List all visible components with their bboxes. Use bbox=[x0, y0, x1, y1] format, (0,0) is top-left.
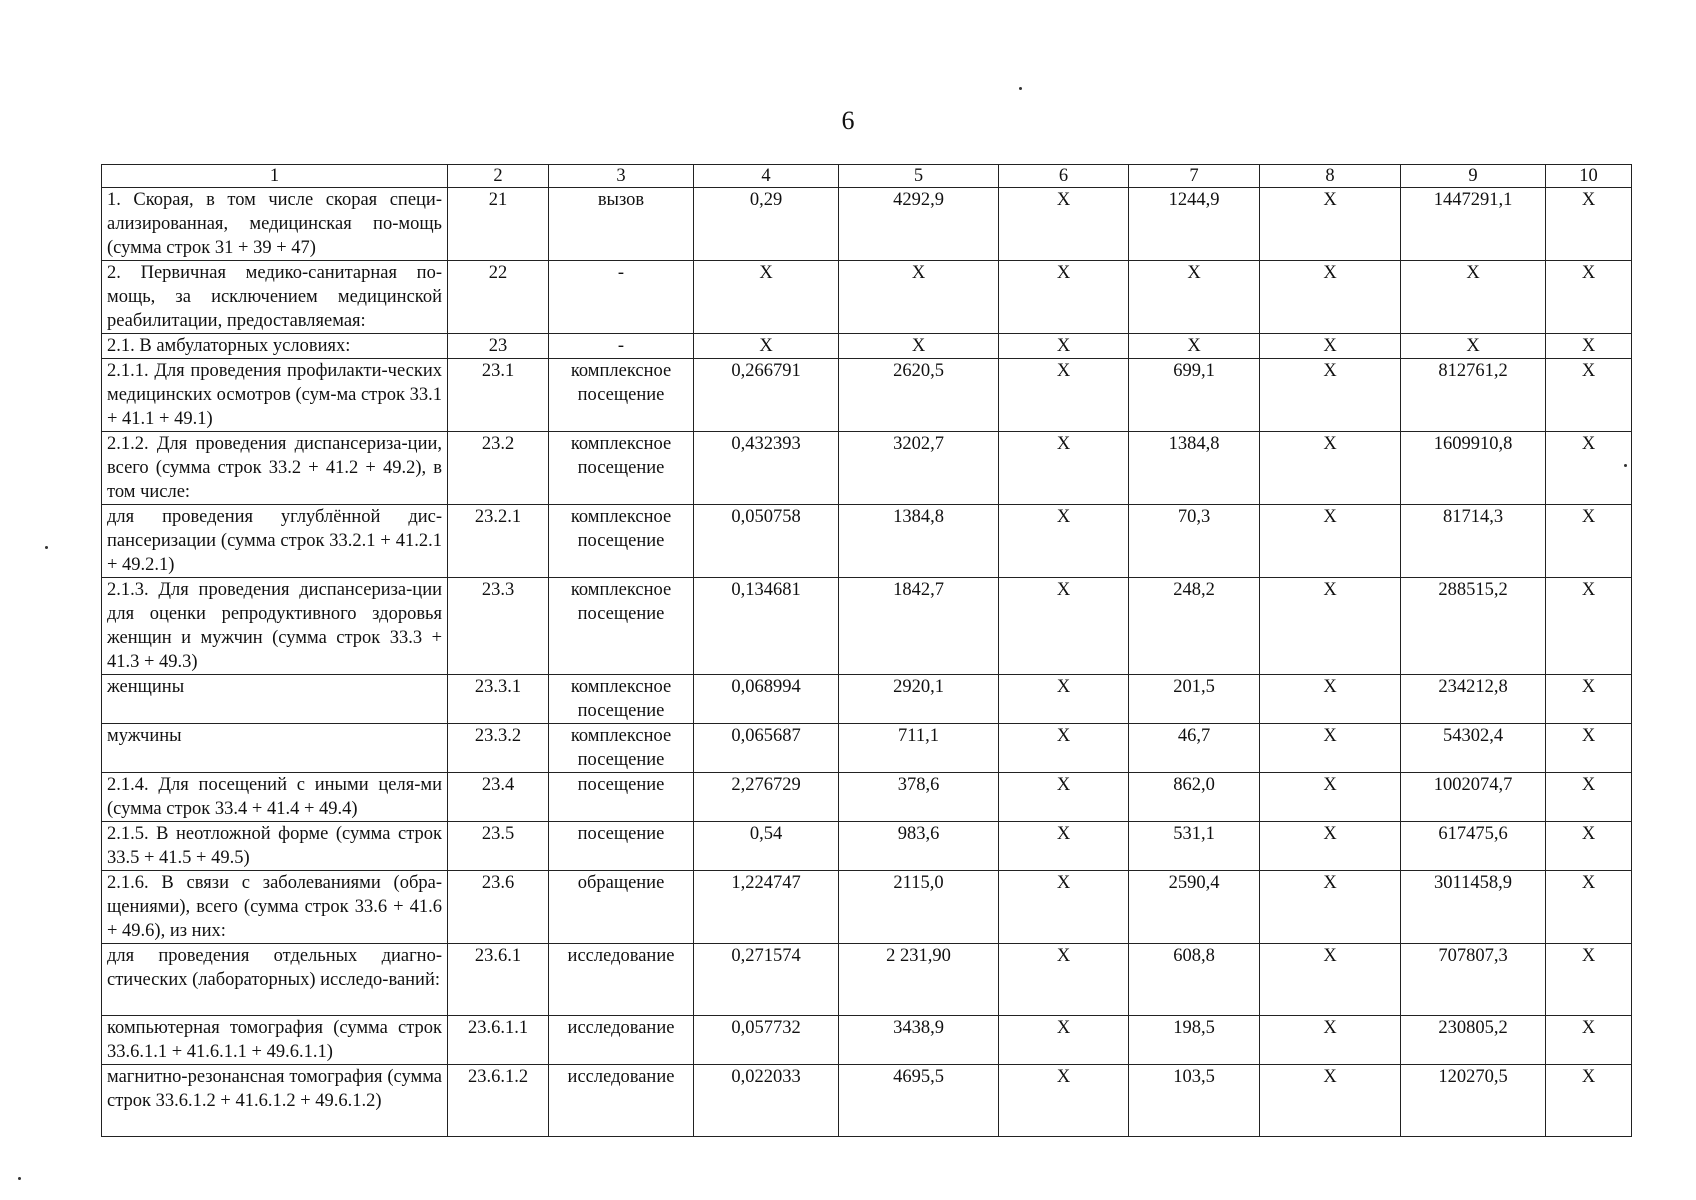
cell-col7: 70,3 bbox=[1129, 505, 1260, 578]
table-row bbox=[102, 944, 1632, 1016]
column-header: 5 bbox=[839, 165, 999, 188]
cell-col6: X bbox=[999, 675, 1129, 724]
cell-col6: X bbox=[999, 871, 1129, 944]
cell-col5: 378,6 bbox=[839, 773, 999, 822]
cell-col10: X bbox=[1546, 724, 1632, 773]
row-code: 22 bbox=[448, 261, 549, 334]
cell-col4: 0,050758 bbox=[694, 505, 839, 578]
cell-col8: X bbox=[1260, 505, 1401, 578]
cell-col7: 699,1 bbox=[1129, 359, 1260, 432]
table-row bbox=[102, 1065, 1632, 1137]
row-name: 2.1.3. Для проведения диспансериза-ции для оценки репродуктивного здоровья женщин и мужчин (сумма строк 33.3 + 41.3 + 49.3) bbox=[102, 578, 448, 675]
row-name: 2.1. В амбулаторных условиях: bbox=[102, 334, 448, 359]
scan-speck bbox=[1624, 464, 1627, 467]
cell-col5: 711,1 bbox=[839, 724, 999, 773]
column-header: 7 bbox=[1129, 165, 1260, 188]
column-header: 6 bbox=[999, 165, 1129, 188]
cell-col8: X bbox=[1260, 359, 1401, 432]
cell-col4: 0,266791 bbox=[694, 359, 839, 432]
cell-col4: 0,068994 bbox=[694, 675, 839, 724]
cell-col6: X bbox=[999, 261, 1129, 334]
cell-col4: 2,276729 bbox=[694, 773, 839, 822]
cell-col7: 248,2 bbox=[1129, 578, 1260, 675]
cell-col10: X bbox=[1546, 773, 1632, 822]
cell-col10: X bbox=[1546, 359, 1632, 432]
cell-col10: X bbox=[1546, 505, 1632, 578]
cell-col10: X bbox=[1546, 432, 1632, 505]
table-row bbox=[102, 724, 1632, 773]
cell-col4: 0,134681 bbox=[694, 578, 839, 675]
row-unit: - bbox=[549, 261, 694, 334]
row-name: женщины bbox=[102, 675, 448, 724]
cell-col7: 1244,9 bbox=[1129, 188, 1260, 261]
cell-col10: X bbox=[1546, 188, 1632, 261]
row-code: 23.5 bbox=[448, 822, 549, 871]
cell-col4: 0,29 bbox=[694, 188, 839, 261]
cell-col5: 2 231,90 bbox=[839, 944, 999, 1016]
table-row bbox=[102, 871, 1632, 944]
row-code: 21 bbox=[448, 188, 549, 261]
table-header-row bbox=[102, 165, 1632, 188]
cell-col9: 1609910,8 bbox=[1401, 432, 1546, 505]
cell-col8: X bbox=[1260, 188, 1401, 261]
cell-col9: X bbox=[1401, 334, 1546, 359]
row-code: 23.3.1 bbox=[448, 675, 549, 724]
cell-col10: X bbox=[1546, 871, 1632, 944]
row-name: 2.1.2. Для проведения диспансериза-ции, всего (сумма строк 33.2 + 41.2 + 49.2), в том числе: bbox=[102, 432, 448, 505]
cell-col7: 201,5 bbox=[1129, 675, 1260, 724]
row-unit: комплексное посещение bbox=[549, 578, 694, 675]
cell-col6: X bbox=[999, 724, 1129, 773]
cell-col6: X bbox=[999, 359, 1129, 432]
cell-col10: X bbox=[1546, 944, 1632, 1016]
table-row bbox=[102, 822, 1632, 871]
row-name: 1. Скорая, в том числе скорая специ-ализированная, медицинская по-мощь (сумма строк 31 + 39 + 47) bbox=[102, 188, 448, 261]
column-header: 8 bbox=[1260, 165, 1401, 188]
cell-col8: X bbox=[1260, 1016, 1401, 1065]
table-row bbox=[102, 1016, 1632, 1065]
row-code: 23.6.1 bbox=[448, 944, 549, 1016]
cell-col6: X bbox=[999, 188, 1129, 261]
row-name: компьютерная томография (сумма строк 33.6.1.1 + 41.6.1.1 + 49.6.1.1) bbox=[102, 1016, 448, 1065]
cell-col6: X bbox=[999, 944, 1129, 1016]
cell-col4: 0,065687 bbox=[694, 724, 839, 773]
cell-col6: X bbox=[999, 1016, 1129, 1065]
column-header: 9 bbox=[1401, 165, 1546, 188]
row-code: 23.6 bbox=[448, 871, 549, 944]
cell-col9: X bbox=[1401, 261, 1546, 334]
cell-col7: 1384,8 bbox=[1129, 432, 1260, 505]
cell-col10: X bbox=[1546, 675, 1632, 724]
table-row bbox=[102, 359, 1632, 432]
table-row bbox=[102, 188, 1632, 261]
cell-col8: X bbox=[1260, 1065, 1401, 1137]
row-code: 23.4 bbox=[448, 773, 549, 822]
cell-col9: 812761,2 bbox=[1401, 359, 1546, 432]
cell-col7: 531,1 bbox=[1129, 822, 1260, 871]
cell-col7: 46,7 bbox=[1129, 724, 1260, 773]
row-code: 23.6.1.2 bbox=[448, 1065, 549, 1137]
cell-col4: 0,54 bbox=[694, 822, 839, 871]
row-name: 2.1.6. В связи с заболеваниями (обра-щениями), всего (сумма строк 33.6 + 41.6 + 49.6), из них: bbox=[102, 871, 448, 944]
table-row bbox=[102, 432, 1632, 505]
cell-col8: X bbox=[1260, 334, 1401, 359]
cell-col5: 983,6 bbox=[839, 822, 999, 871]
row-unit: комплексное посещение bbox=[549, 675, 694, 724]
cell-col7: 2590,4 bbox=[1129, 871, 1260, 944]
row-unit: комплексное посещение bbox=[549, 432, 694, 505]
cell-col5: 4695,5 bbox=[839, 1065, 999, 1137]
table-row bbox=[102, 675, 1632, 724]
row-name: мужчины bbox=[102, 724, 448, 773]
cell-col6: X bbox=[999, 822, 1129, 871]
cell-col6: X bbox=[999, 432, 1129, 505]
row-unit: комплексное посещение bbox=[549, 359, 694, 432]
cell-col6: X bbox=[999, 334, 1129, 359]
cell-col8: X bbox=[1260, 944, 1401, 1016]
cell-col8: X bbox=[1260, 822, 1401, 871]
cell-col4: 0,432393 bbox=[694, 432, 839, 505]
row-code: 23.2 bbox=[448, 432, 549, 505]
row-name: магнитно-резонансная томография (сумма строк 33.6.1.2 + 41.6.1.2 + 49.6.1.2) bbox=[102, 1065, 448, 1137]
data-table bbox=[101, 164, 1632, 1137]
row-unit: исследование bbox=[549, 1016, 694, 1065]
cell-col4: 0,057732 bbox=[694, 1016, 839, 1065]
cell-col9: 120270,5 bbox=[1401, 1065, 1546, 1137]
cell-col5: 2620,5 bbox=[839, 359, 999, 432]
cell-col4: 0,022033 bbox=[694, 1065, 839, 1137]
cell-col7: 862,0 bbox=[1129, 773, 1260, 822]
row-unit: комплексное посещение bbox=[549, 724, 694, 773]
row-name: 2. Первичная медико-санитарная по-мощь, за исключением медицинской реабилитации, предоставляемая: bbox=[102, 261, 448, 334]
cell-col9: 1447291,1 bbox=[1401, 188, 1546, 261]
row-code: 23.1 bbox=[448, 359, 549, 432]
cell-col5: 4292,9 bbox=[839, 188, 999, 261]
row-name: 2.1.4. Для посещений с иными целя-ми (сумма строк 33.4 + 41.4 + 49.4) bbox=[102, 773, 448, 822]
cell-col7: 608,8 bbox=[1129, 944, 1260, 1016]
scan-speck bbox=[1019, 87, 1022, 90]
cell-col5: 3202,7 bbox=[839, 432, 999, 505]
row-code: 23 bbox=[448, 334, 549, 359]
table-row bbox=[102, 505, 1632, 578]
row-unit: исследование bbox=[549, 1065, 694, 1137]
row-code: 23.2.1 bbox=[448, 505, 549, 578]
cell-col5: 1842,7 bbox=[839, 578, 999, 675]
row-unit: обращение bbox=[549, 871, 694, 944]
table-row bbox=[102, 334, 1632, 359]
cell-col5: 2920,1 bbox=[839, 675, 999, 724]
cell-col10: X bbox=[1546, 334, 1632, 359]
cell-col9: 288515,2 bbox=[1401, 578, 1546, 675]
cell-col10: X bbox=[1546, 822, 1632, 871]
cell-col9: 54302,4 bbox=[1401, 724, 1546, 773]
cell-col6: X bbox=[999, 578, 1129, 675]
row-unit: - bbox=[549, 334, 694, 359]
table-row bbox=[102, 773, 1632, 822]
table-row bbox=[102, 261, 1632, 334]
row-unit: посещение bbox=[549, 773, 694, 822]
cell-col9: 81714,3 bbox=[1401, 505, 1546, 578]
cell-col5: 2115,0 bbox=[839, 871, 999, 944]
column-header: 4 bbox=[694, 165, 839, 188]
page-number: 6 bbox=[841, 106, 855, 135]
cell-col6: X bbox=[999, 773, 1129, 822]
cell-col4: X bbox=[694, 261, 839, 334]
row-unit: исследование bbox=[549, 944, 694, 1016]
cell-col9: 1002074,7 bbox=[1401, 773, 1546, 822]
cell-col8: X bbox=[1260, 871, 1401, 944]
cell-col8: X bbox=[1260, 578, 1401, 675]
cell-col9: 230805,2 bbox=[1401, 1016, 1546, 1065]
row-unit: вызов bbox=[549, 188, 694, 261]
row-name: 2.1.5. В неотложной форме (сумма строк 33.5 + 41.5 + 49.5) bbox=[102, 822, 448, 871]
cell-col10: X bbox=[1546, 578, 1632, 675]
cell-col6: X bbox=[999, 505, 1129, 578]
cell-col7: X bbox=[1129, 334, 1260, 359]
scan-speck bbox=[45, 546, 48, 549]
cell-col10: X bbox=[1546, 261, 1632, 334]
cell-col9: 617475,6 bbox=[1401, 822, 1546, 871]
cell-col8: X bbox=[1260, 432, 1401, 505]
cell-col7: 198,5 bbox=[1129, 1016, 1260, 1065]
row-code: 23.3.2 bbox=[448, 724, 549, 773]
cell-col9: 707807,3 bbox=[1401, 944, 1546, 1016]
row-name: для проведения углублённой дис-пансеризации (сумма строк 33.2.1 + 41.2.1 + 49.2.1) bbox=[102, 505, 448, 578]
cell-col6: X bbox=[999, 1065, 1129, 1137]
cell-col7: X bbox=[1129, 261, 1260, 334]
cell-col8: X bbox=[1260, 773, 1401, 822]
cell-col5: 3438,9 bbox=[839, 1016, 999, 1065]
cell-col10: X bbox=[1546, 1065, 1632, 1137]
column-header: 2 bbox=[448, 165, 549, 188]
column-header: 3 bbox=[549, 165, 694, 188]
column-header: 10 bbox=[1546, 165, 1632, 188]
cell-col4: 1,224747 bbox=[694, 871, 839, 944]
row-code: 23.6.1.1 bbox=[448, 1016, 549, 1065]
row-name: для проведения отдельных диагно-стических (лабораторных) исследо-ваний: bbox=[102, 944, 448, 1016]
cell-col7: 103,5 bbox=[1129, 1065, 1260, 1137]
table-row bbox=[102, 578, 1632, 675]
column-header: 1 bbox=[102, 165, 448, 188]
scan-speck bbox=[18, 1177, 21, 1180]
cell-col4: X bbox=[694, 334, 839, 359]
cell-col8: X bbox=[1260, 724, 1401, 773]
row-code: 23.3 bbox=[448, 578, 549, 675]
cell-col4: 0,271574 bbox=[694, 944, 839, 1016]
row-unit: посещение bbox=[549, 822, 694, 871]
cell-col9: 234212,8 bbox=[1401, 675, 1546, 724]
cell-col8: X bbox=[1260, 261, 1401, 334]
cell-col10: X bbox=[1546, 1016, 1632, 1065]
cell-col9: 3011458,9 bbox=[1401, 871, 1546, 944]
cell-col5: X bbox=[839, 261, 999, 334]
cell-col8: X bbox=[1260, 675, 1401, 724]
cell-col5: X bbox=[839, 334, 999, 359]
row-unit: комплексное посещение bbox=[549, 505, 694, 578]
cell-col5: 1384,8 bbox=[839, 505, 999, 578]
row-name: 2.1.1. Для проведения профилакти-ческих медицинских осмотров (сум-ма строк 33.1 + 41.1 + 49.1) bbox=[102, 359, 448, 432]
